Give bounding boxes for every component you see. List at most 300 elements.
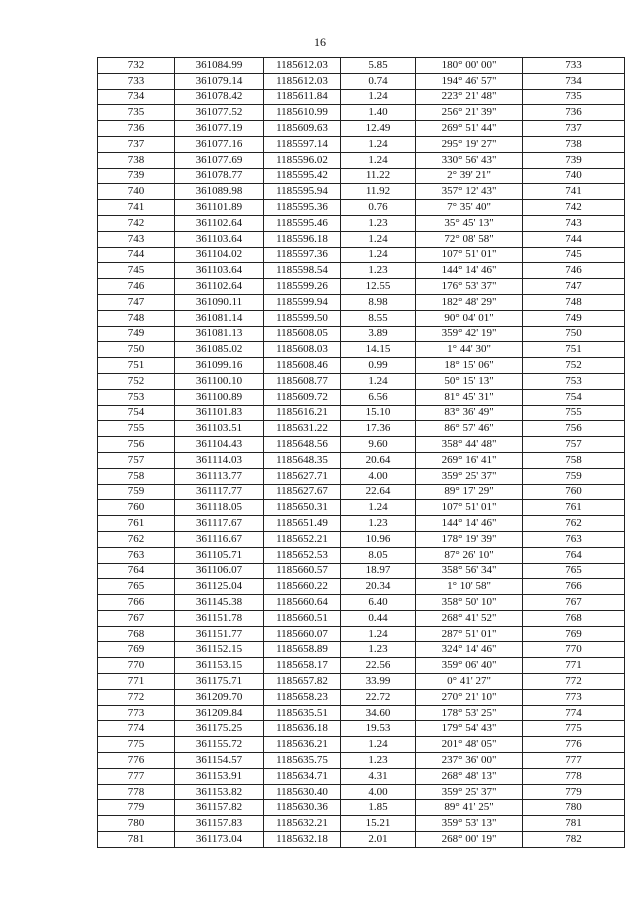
cell-point-from: 761 bbox=[98, 516, 175, 532]
cell-point-from: 732 bbox=[98, 58, 175, 74]
cell-coord-x: 361101.83 bbox=[175, 405, 264, 421]
cell-bearing: 358° 44' 48" bbox=[416, 437, 523, 453]
cell-distance: 1.24 bbox=[341, 626, 416, 642]
cell-bearing: 81° 45' 31" bbox=[416, 389, 523, 405]
cell-point-to: 755 bbox=[523, 405, 625, 421]
cell-bearing: 50° 15' 13" bbox=[416, 373, 523, 389]
cell-coord-y: 1185660.51 bbox=[264, 610, 341, 626]
cell-coord-y: 1185608.03 bbox=[264, 342, 341, 358]
cell-point-to: 771 bbox=[523, 658, 625, 674]
cell-distance: 1.24 bbox=[341, 373, 416, 389]
cell-distance: 1.24 bbox=[341, 231, 416, 247]
cell-point-from: 752 bbox=[98, 373, 175, 389]
cell-coord-y: 1185616.21 bbox=[264, 405, 341, 421]
cell-point-to: 744 bbox=[523, 231, 625, 247]
cell-coord-x: 361153.91 bbox=[175, 768, 264, 784]
cell-coord-x: 361175.71 bbox=[175, 674, 264, 690]
cell-coord-y: 1185608.77 bbox=[264, 373, 341, 389]
cell-coord-x: 361089.98 bbox=[175, 184, 264, 200]
cell-distance: 14.15 bbox=[341, 342, 416, 358]
cell-point-to: 733 bbox=[523, 58, 625, 74]
cell-point-to: 778 bbox=[523, 768, 625, 784]
cell-point-from: 750 bbox=[98, 342, 175, 358]
table-row bbox=[98, 184, 625, 200]
cell-point-to: 763 bbox=[523, 531, 625, 547]
cell-bearing: 324° 14' 46" bbox=[416, 642, 523, 658]
cell-distance: 34.60 bbox=[341, 705, 416, 721]
cell-coord-y: 1185660.57 bbox=[264, 563, 341, 579]
cell-point-from: 749 bbox=[98, 326, 175, 342]
cell-point-from: 757 bbox=[98, 452, 175, 468]
cell-coord-y: 1185657.82 bbox=[264, 674, 341, 690]
cell-point-from: 766 bbox=[98, 595, 175, 611]
cell-coord-y: 1185598.54 bbox=[264, 263, 341, 279]
cell-point-to: 768 bbox=[523, 610, 625, 626]
cell-point-to: 775 bbox=[523, 721, 625, 737]
cell-bearing: 201° 48' 05" bbox=[416, 737, 523, 753]
cell-point-from: 774 bbox=[98, 721, 175, 737]
cell-distance: 20.64 bbox=[341, 452, 416, 468]
cell-coord-x: 361151.78 bbox=[175, 610, 264, 626]
cell-point-to: 779 bbox=[523, 784, 625, 800]
cell-point-from: 773 bbox=[98, 705, 175, 721]
cell-point-to: 759 bbox=[523, 468, 625, 484]
cell-point-from: 756 bbox=[98, 437, 175, 453]
cell-point-from: 744 bbox=[98, 247, 175, 263]
table-row bbox=[98, 642, 625, 658]
cell-bearing: 359° 42' 19" bbox=[416, 326, 523, 342]
cell-coord-x: 361209.70 bbox=[175, 689, 264, 705]
cell-distance: 15.21 bbox=[341, 816, 416, 832]
cell-coord-y: 1185612.03 bbox=[264, 58, 341, 74]
cell-distance: 17.36 bbox=[341, 421, 416, 437]
table-row bbox=[98, 816, 625, 832]
cell-coord-y: 1185635.75 bbox=[264, 753, 341, 769]
cell-point-to: 762 bbox=[523, 516, 625, 532]
cell-bearing: 223° 21' 48" bbox=[416, 89, 523, 105]
cell-coord-y: 1185595.42 bbox=[264, 168, 341, 184]
cell-distance: 1.23 bbox=[341, 215, 416, 231]
cell-distance: 8.98 bbox=[341, 294, 416, 310]
cell-coord-y: 1185611.84 bbox=[264, 89, 341, 105]
table-row bbox=[98, 595, 625, 611]
cell-coord-y: 1185634.71 bbox=[264, 768, 341, 784]
table-row bbox=[98, 215, 625, 231]
cell-point-to: 752 bbox=[523, 358, 625, 374]
cell-coord-y: 1185612.03 bbox=[264, 73, 341, 89]
cell-distance: 19.53 bbox=[341, 721, 416, 737]
table-row bbox=[98, 294, 625, 310]
cell-point-to: 739 bbox=[523, 152, 625, 168]
table-row bbox=[98, 373, 625, 389]
cell-distance: 6.40 bbox=[341, 595, 416, 611]
cell-coord-y: 1185658.23 bbox=[264, 689, 341, 705]
cell-distance: 22.64 bbox=[341, 484, 416, 500]
cell-coord-y: 1185632.21 bbox=[264, 816, 341, 832]
cell-coord-x: 361077.19 bbox=[175, 121, 264, 137]
cell-point-from: 742 bbox=[98, 215, 175, 231]
table-row bbox=[98, 405, 625, 421]
cell-bearing: 35° 45' 13" bbox=[416, 215, 523, 231]
cell-coord-x: 361099.16 bbox=[175, 358, 264, 374]
cell-point-to: 745 bbox=[523, 247, 625, 263]
cell-bearing: 268° 41' 52" bbox=[416, 610, 523, 626]
cell-point-to: 734 bbox=[523, 73, 625, 89]
cell-coord-y: 1185652.53 bbox=[264, 547, 341, 563]
cell-point-to: 766 bbox=[523, 579, 625, 595]
cell-point-to: 774 bbox=[523, 705, 625, 721]
cell-bearing: 107° 51' 01" bbox=[416, 500, 523, 516]
cell-point-to: 781 bbox=[523, 816, 625, 832]
cell-coord-x: 361090.11 bbox=[175, 294, 264, 310]
cell-coord-y: 1185597.14 bbox=[264, 136, 341, 152]
cell-bearing: 7° 35' 40" bbox=[416, 200, 523, 216]
cell-coord-y: 1185660.22 bbox=[264, 579, 341, 595]
table-row bbox=[98, 247, 625, 263]
cell-bearing: 330° 56' 43" bbox=[416, 152, 523, 168]
cell-point-to: 738 bbox=[523, 136, 625, 152]
cell-distance: 12.49 bbox=[341, 121, 416, 137]
cell-point-to: 749 bbox=[523, 310, 625, 326]
cell-coord-x: 361101.89 bbox=[175, 200, 264, 216]
table-row bbox=[98, 58, 625, 74]
cell-coord-y: 1185608.05 bbox=[264, 326, 341, 342]
table-row bbox=[98, 737, 625, 753]
table-row bbox=[98, 73, 625, 89]
cell-coord-y: 1185636.18 bbox=[264, 721, 341, 737]
table-row bbox=[98, 168, 625, 184]
table-row bbox=[98, 547, 625, 563]
cell-coord-x: 361103.64 bbox=[175, 231, 264, 247]
coordinates-table-body bbox=[98, 58, 625, 848]
cell-bearing: 287° 51' 01" bbox=[416, 626, 523, 642]
cell-point-to: 765 bbox=[523, 563, 625, 579]
cell-coord-x: 361078.77 bbox=[175, 168, 264, 184]
cell-bearing: 107° 51' 01" bbox=[416, 247, 523, 263]
cell-coord-y: 1185599.94 bbox=[264, 294, 341, 310]
cell-bearing: 178° 53' 25" bbox=[416, 705, 523, 721]
table-row bbox=[98, 231, 625, 247]
cell-point-from: 741 bbox=[98, 200, 175, 216]
table-row bbox=[98, 610, 625, 626]
cell-point-from: 776 bbox=[98, 753, 175, 769]
cell-point-from: 745 bbox=[98, 263, 175, 279]
cell-bearing: 359° 25' 37" bbox=[416, 468, 523, 484]
cell-point-from: 754 bbox=[98, 405, 175, 421]
cell-point-to: 746 bbox=[523, 263, 625, 279]
cell-distance: 1.85 bbox=[341, 800, 416, 816]
cell-coord-x: 361157.82 bbox=[175, 800, 264, 816]
cell-point-to: 753 bbox=[523, 373, 625, 389]
cell-coord-y: 1185627.67 bbox=[264, 484, 341, 500]
table-row bbox=[98, 342, 625, 358]
cell-point-to: 780 bbox=[523, 800, 625, 816]
cell-point-to: 777 bbox=[523, 753, 625, 769]
cell-coord-x: 361102.64 bbox=[175, 215, 264, 231]
cell-point-from: 758 bbox=[98, 468, 175, 484]
cell-distance: 2.01 bbox=[341, 832, 416, 848]
cell-distance: 0.44 bbox=[341, 610, 416, 626]
cell-point-to: 782 bbox=[523, 832, 625, 848]
cell-point-from: 770 bbox=[98, 658, 175, 674]
cell-distance: 3.89 bbox=[341, 326, 416, 342]
cell-point-from: 740 bbox=[98, 184, 175, 200]
cell-bearing: 87° 26' 10" bbox=[416, 547, 523, 563]
cell-distance: 20.34 bbox=[341, 579, 416, 595]
table-row bbox=[98, 263, 625, 279]
table-row bbox=[98, 437, 625, 453]
cell-point-to: 742 bbox=[523, 200, 625, 216]
cell-coord-x: 361077.16 bbox=[175, 136, 264, 152]
cell-coord-y: 1185610.99 bbox=[264, 105, 341, 121]
cell-bearing: 358° 50' 10" bbox=[416, 595, 523, 611]
cell-distance: 15.10 bbox=[341, 405, 416, 421]
table-row bbox=[98, 689, 625, 705]
table-row bbox=[98, 200, 625, 216]
cell-point-to: 760 bbox=[523, 484, 625, 500]
cell-point-from: 762 bbox=[98, 531, 175, 547]
cell-point-to: 772 bbox=[523, 674, 625, 690]
cell-coord-x: 361118.05 bbox=[175, 500, 264, 516]
cell-bearing: 268° 48' 13" bbox=[416, 768, 523, 784]
cell-bearing: 18° 15' 06" bbox=[416, 358, 523, 374]
cell-distance: 10.96 bbox=[341, 531, 416, 547]
cell-coord-x: 361117.77 bbox=[175, 484, 264, 500]
cell-bearing: 295° 19' 27" bbox=[416, 136, 523, 152]
cell-coord-x: 361085.02 bbox=[175, 342, 264, 358]
cell-coord-x: 361157.83 bbox=[175, 816, 264, 832]
cell-bearing: 2° 39' 21" bbox=[416, 168, 523, 184]
cell-coord-y: 1185597.36 bbox=[264, 247, 341, 263]
coordinates-table bbox=[97, 57, 625, 848]
cell-point-from: 775 bbox=[98, 737, 175, 753]
cell-coord-y: 1185632.18 bbox=[264, 832, 341, 848]
cell-coord-x: 361153.82 bbox=[175, 784, 264, 800]
table-row bbox=[98, 152, 625, 168]
cell-point-to: 754 bbox=[523, 389, 625, 405]
cell-distance: 5.85 bbox=[341, 58, 416, 74]
table-row bbox=[98, 105, 625, 121]
cell-distance: 22.72 bbox=[341, 689, 416, 705]
cell-point-from: 763 bbox=[98, 547, 175, 563]
cell-coord-x: 361102.64 bbox=[175, 279, 264, 295]
cell-point-from: 759 bbox=[98, 484, 175, 500]
cell-distance: 18.97 bbox=[341, 563, 416, 579]
table-row bbox=[98, 753, 625, 769]
cell-bearing: 268° 00' 19" bbox=[416, 832, 523, 848]
cell-point-from: 751 bbox=[98, 358, 175, 374]
cell-coord-x: 361125.04 bbox=[175, 579, 264, 595]
cell-distance: 1.24 bbox=[341, 500, 416, 516]
table-row bbox=[98, 626, 625, 642]
cell-distance: 8.05 bbox=[341, 547, 416, 563]
cell-distance: 1.24 bbox=[341, 737, 416, 753]
cell-point-from: 735 bbox=[98, 105, 175, 121]
cell-coord-y: 1185595.36 bbox=[264, 200, 341, 216]
table-row bbox=[98, 674, 625, 690]
cell-distance: 0.76 bbox=[341, 200, 416, 216]
table-row bbox=[98, 800, 625, 816]
cell-bearing: 179° 54' 43" bbox=[416, 721, 523, 737]
cell-coord-y: 1185660.07 bbox=[264, 626, 341, 642]
cell-coord-x: 361114.03 bbox=[175, 452, 264, 468]
cell-point-to: 735 bbox=[523, 89, 625, 105]
table-row bbox=[98, 279, 625, 295]
cell-coord-x: 361153.15 bbox=[175, 658, 264, 674]
cell-coord-y: 1185609.72 bbox=[264, 389, 341, 405]
cell-distance: 11.22 bbox=[341, 168, 416, 184]
cell-point-from: 738 bbox=[98, 152, 175, 168]
cell-coord-y: 1185650.31 bbox=[264, 500, 341, 516]
cell-point-to: 758 bbox=[523, 452, 625, 468]
table-row bbox=[98, 705, 625, 721]
cell-coord-y: 1185658.89 bbox=[264, 642, 341, 658]
cell-coord-x: 361155.72 bbox=[175, 737, 264, 753]
cell-point-to: 767 bbox=[523, 595, 625, 611]
cell-distance: 6.56 bbox=[341, 389, 416, 405]
cell-point-to: 764 bbox=[523, 547, 625, 563]
table-row bbox=[98, 121, 625, 137]
table-row bbox=[98, 531, 625, 547]
cell-point-from: 765 bbox=[98, 579, 175, 595]
cell-point-to: 770 bbox=[523, 642, 625, 658]
cell-distance: 11.92 bbox=[341, 184, 416, 200]
cell-coord-x: 361106.07 bbox=[175, 563, 264, 579]
cell-coord-x: 361209.84 bbox=[175, 705, 264, 721]
cell-point-from: 778 bbox=[98, 784, 175, 800]
cell-distance: 22.56 bbox=[341, 658, 416, 674]
cell-bearing: 72° 08' 58" bbox=[416, 231, 523, 247]
cell-bearing: 1° 44' 30" bbox=[416, 342, 523, 358]
cell-point-to: 750 bbox=[523, 326, 625, 342]
cell-coord-x: 361105.71 bbox=[175, 547, 264, 563]
cell-bearing: 89° 41' 25" bbox=[416, 800, 523, 816]
cell-coord-x: 361116.67 bbox=[175, 531, 264, 547]
cell-point-to: 757 bbox=[523, 437, 625, 453]
table-row bbox=[98, 136, 625, 152]
cell-bearing: 359° 06' 40" bbox=[416, 658, 523, 674]
cell-bearing: 89° 17' 29" bbox=[416, 484, 523, 500]
cell-point-to: 736 bbox=[523, 105, 625, 121]
table-row bbox=[98, 579, 625, 595]
cell-distance: 9.60 bbox=[341, 437, 416, 453]
cell-point-from: 737 bbox=[98, 136, 175, 152]
cell-point-to: 761 bbox=[523, 500, 625, 516]
cell-coord-y: 1185660.64 bbox=[264, 595, 341, 611]
cell-point-from: 755 bbox=[98, 421, 175, 437]
cell-distance: 1.23 bbox=[341, 642, 416, 658]
cell-point-from: 753 bbox=[98, 389, 175, 405]
cell-bearing: 359° 25' 37" bbox=[416, 784, 523, 800]
cell-coord-x: 361104.02 bbox=[175, 247, 264, 263]
cell-coord-y: 1185652.21 bbox=[264, 531, 341, 547]
cell-distance: 1.24 bbox=[341, 136, 416, 152]
cell-bearing: 270° 21' 10" bbox=[416, 689, 523, 705]
cell-coord-y: 1185635.51 bbox=[264, 705, 341, 721]
cell-point-from: 769 bbox=[98, 642, 175, 658]
cell-coord-x: 361151.77 bbox=[175, 626, 264, 642]
table-row bbox=[98, 500, 625, 516]
table-row bbox=[98, 326, 625, 342]
cell-distance: 0.74 bbox=[341, 73, 416, 89]
cell-point-from: 767 bbox=[98, 610, 175, 626]
cell-distance: 1.23 bbox=[341, 753, 416, 769]
cell-distance: 1.24 bbox=[341, 247, 416, 263]
table-row bbox=[98, 468, 625, 484]
cell-point-to: 740 bbox=[523, 168, 625, 184]
cell-coord-x: 361103.51 bbox=[175, 421, 264, 437]
cell-point-to: 773 bbox=[523, 689, 625, 705]
cell-coord-y: 1185630.36 bbox=[264, 800, 341, 816]
cell-coord-y: 1185595.46 bbox=[264, 215, 341, 231]
cell-bearing: 144° 14' 46" bbox=[416, 263, 523, 279]
cell-coord-x: 361175.25 bbox=[175, 721, 264, 737]
cell-coord-x: 361173.04 bbox=[175, 832, 264, 848]
cell-coord-y: 1185630.40 bbox=[264, 784, 341, 800]
cell-point-to: 756 bbox=[523, 421, 625, 437]
cell-coord-y: 1185599.26 bbox=[264, 279, 341, 295]
cell-coord-y: 1185648.35 bbox=[264, 452, 341, 468]
cell-bearing: 269° 16' 41" bbox=[416, 452, 523, 468]
table-row bbox=[98, 389, 625, 405]
cell-point-to: 741 bbox=[523, 184, 625, 200]
cell-distance: 0.99 bbox=[341, 358, 416, 374]
cell-bearing: 83° 36' 49" bbox=[416, 405, 523, 421]
cell-point-from: 748 bbox=[98, 310, 175, 326]
cell-point-from: 734 bbox=[98, 89, 175, 105]
page-number: 16 bbox=[314, 35, 326, 49]
cell-point-from: 780 bbox=[98, 816, 175, 832]
cell-coord-y: 1185595.94 bbox=[264, 184, 341, 200]
table-row bbox=[98, 516, 625, 532]
table-row bbox=[98, 452, 625, 468]
cell-coord-y: 1185596.02 bbox=[264, 152, 341, 168]
cell-coord-x: 361113.77 bbox=[175, 468, 264, 484]
cell-point-from: 771 bbox=[98, 674, 175, 690]
cell-coord-x: 361117.67 bbox=[175, 516, 264, 532]
cell-bearing: 90° 04' 01" bbox=[416, 310, 523, 326]
cell-coord-x: 361145.38 bbox=[175, 595, 264, 611]
cell-point-from: 781 bbox=[98, 832, 175, 848]
cell-distance: 1.40 bbox=[341, 105, 416, 121]
cell-distance: 4.00 bbox=[341, 468, 416, 484]
cell-point-to: 751 bbox=[523, 342, 625, 358]
cell-bearing: 180° 00' 00" bbox=[416, 58, 523, 74]
table-row bbox=[98, 832, 625, 848]
cell-bearing: 359° 53' 13" bbox=[416, 816, 523, 832]
cell-bearing: 194° 46' 57" bbox=[416, 73, 523, 89]
cell-point-from: 747 bbox=[98, 294, 175, 310]
cell-coord-y: 1185627.71 bbox=[264, 468, 341, 484]
cell-point-to: 769 bbox=[523, 626, 625, 642]
table-row bbox=[98, 358, 625, 374]
cell-bearing: 256° 21' 39" bbox=[416, 105, 523, 121]
cell-point-to: 743 bbox=[523, 215, 625, 231]
cell-bearing: 86° 57' 46" bbox=[416, 421, 523, 437]
cell-coord-y: 1185648.56 bbox=[264, 437, 341, 453]
cell-coord-y: 1185658.17 bbox=[264, 658, 341, 674]
cell-point-to: 776 bbox=[523, 737, 625, 753]
cell-point-from: 779 bbox=[98, 800, 175, 816]
cell-point-from: 768 bbox=[98, 626, 175, 642]
table-row bbox=[98, 658, 625, 674]
table-row bbox=[98, 721, 625, 737]
cell-coord-x: 361152.15 bbox=[175, 642, 264, 658]
cell-bearing: 144° 14' 46" bbox=[416, 516, 523, 532]
table-row bbox=[98, 421, 625, 437]
table-row bbox=[98, 484, 625, 500]
cell-bearing: 182° 48' 29" bbox=[416, 294, 523, 310]
